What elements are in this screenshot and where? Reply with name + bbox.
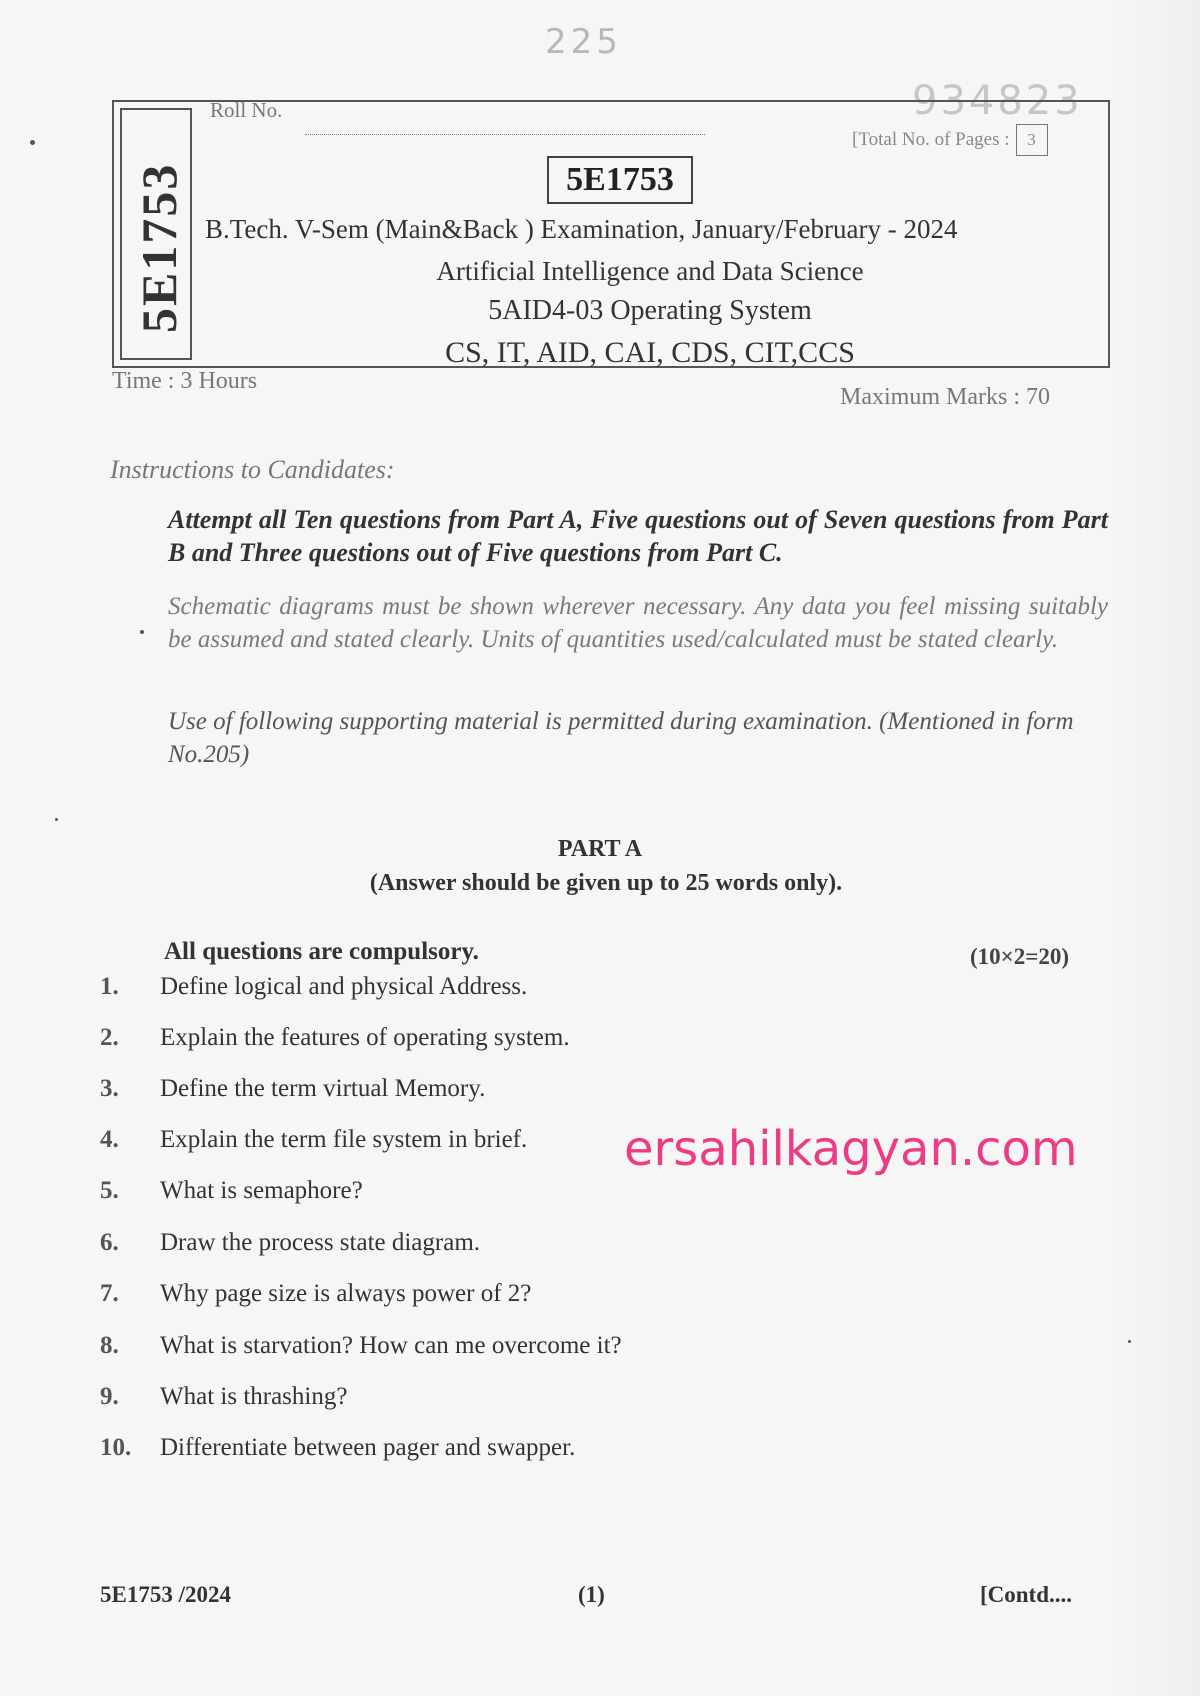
scan-speck (55, 818, 58, 821)
part-a-title: PART A (557, 836, 643, 862)
question-item (100, 1280, 531, 1308)
total-pages-label: [Total No. of Pages : (852, 129, 1010, 150)
question-number: 2. (100, 1024, 119, 1051)
question-number: 8. (100, 1332, 119, 1359)
question-number: 1. (100, 973, 119, 1000)
question-item (100, 1332, 622, 1360)
question-text: Define logical and physical Address. (160, 973, 528, 1000)
scan-speck (30, 140, 35, 145)
question-text: Differentiate between pager and swapper. (160, 1434, 576, 1461)
handwritten-serial: 934823 (912, 78, 1083, 124)
stream-list: CS, IT, AID, CAI, CDS, CIT,CCS (445, 336, 855, 369)
total-pages-value: 3 (1016, 124, 1048, 156)
part-a-note: (Answer should be given up to 25 words only). (369, 870, 843, 896)
question-number: 3. (100, 1075, 119, 1102)
footer-page-number: (1) (578, 1582, 605, 1607)
scan-speck (1128, 1340, 1131, 1343)
question-item (100, 1075, 485, 1103)
question-item (100, 1229, 480, 1257)
question-text: Explain the term file system in brief. (160, 1126, 528, 1153)
question-item (100, 1024, 570, 1052)
question-item (100, 1126, 527, 1154)
question-item (100, 1177, 363, 1205)
question-number: 9. (100, 1383, 119, 1410)
question-text: Explain the features of operating system. (160, 1024, 570, 1051)
question-number: 4. (100, 1126, 119, 1153)
scan-speck (140, 630, 144, 634)
maximum-marks: Maximum Marks : 70 (840, 384, 1050, 410)
question-number: 5. (100, 1177, 119, 1204)
question-text: Draw the process state diagram. (160, 1229, 481, 1256)
subject-name: 5AID4-03 Operating System (488, 295, 812, 326)
instruction-item: Schematic diagrams must be shown wherever necessary. Any data you feel missing suitably be assumed and stated clearly. Units of quantities used/calculated must be stated clearly. (168, 593, 1108, 653)
total-pages (852, 124, 1048, 156)
handwritten-note: 225 (545, 22, 622, 62)
exam-title: B.Tech. V-Sem (Main&Back ) Examination, January/February - 2024 (205, 214, 958, 244)
question-item (100, 1383, 347, 1411)
side-paper-code: 5E1753 (131, 162, 187, 333)
question-number: 10. (100, 1434, 132, 1461)
footer-continued: [Contd.... (980, 1582, 1073, 1607)
question-item (100, 973, 527, 1001)
question-text: What is thrashing? (160, 1383, 348, 1410)
question-number: 7. (100, 1280, 119, 1307)
footer-paper-code: 5E1753 /2024 (100, 1582, 231, 1607)
compulsory-note: All questions are compulsory. (164, 938, 479, 965)
roll-number-label: Roll No. (210, 98, 283, 122)
question-item (100, 1434, 575, 1462)
exam-duration: Time : 3 Hours (112, 368, 258, 394)
question-text: Define the term virtual Memory. (160, 1075, 486, 1102)
instruction-item: Use of following supporting material is permitted during examination. (Mentioned in form No.205) (168, 708, 1074, 768)
paper-code-box: 5E1753 (547, 156, 693, 204)
branch-name: Artificial Intelligence and Data Science (436, 256, 864, 286)
question-text: What is starvation? How can me overcome it? (160, 1332, 622, 1359)
question-text: Why page size is always power of 2? (160, 1280, 532, 1307)
roll-number-field (305, 134, 705, 135)
question-number: 6. (100, 1229, 119, 1256)
instructions-heading: Instructions to Candidates: (110, 455, 395, 484)
instruction-item: Attempt all Ten questions from Part A, Five questions out of Seven questions from Part B and Three questions out of Five questions from Part C. (168, 505, 1108, 567)
website-watermark: ersahilkagyan.com (624, 1121, 1078, 1177)
question-text: What is semaphore? (160, 1177, 363, 1204)
marks-distribution: (10×2=20) (970, 944, 1070, 969)
